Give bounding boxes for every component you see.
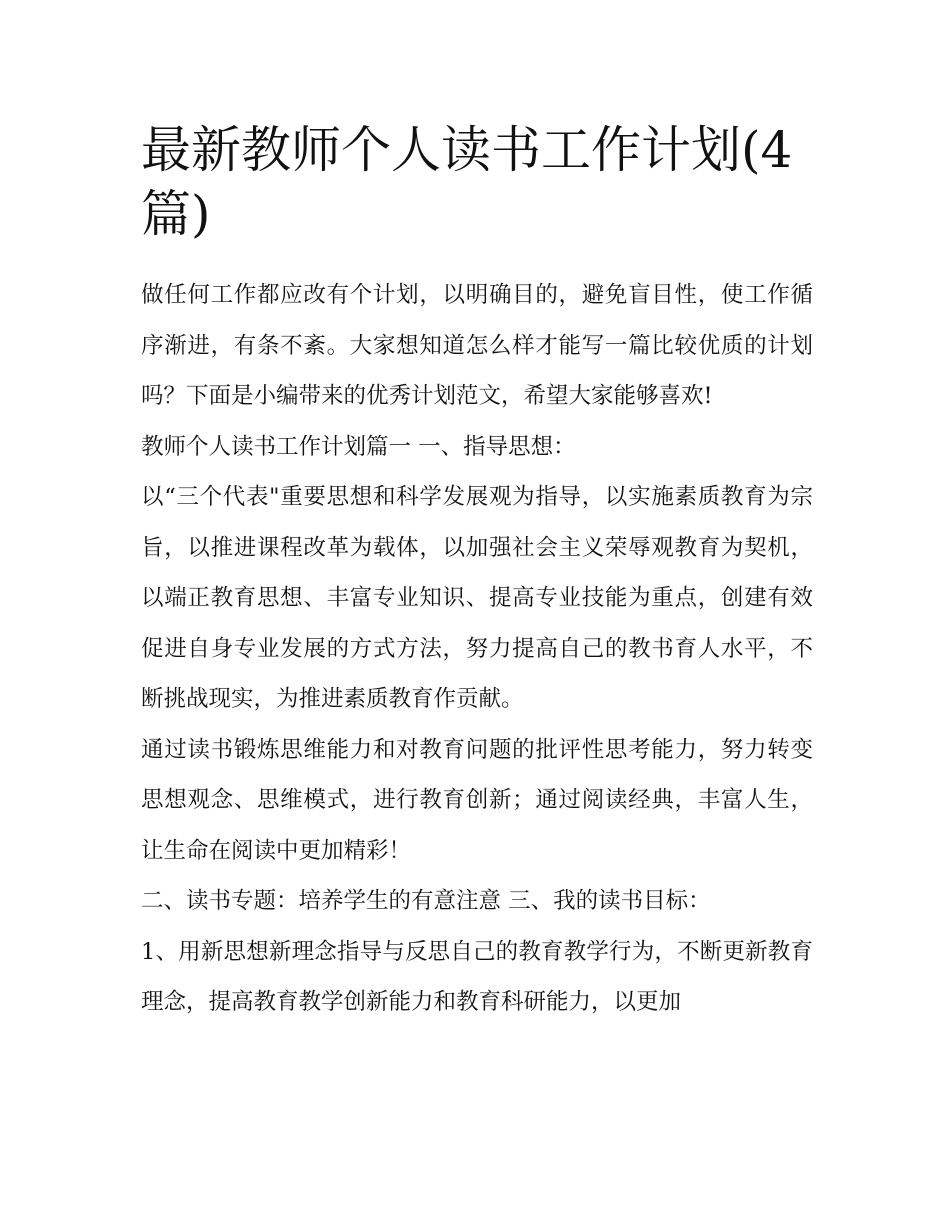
reading-purpose-paragraph: 通过读书锻炼思维能力和对教育问题的批评性思考能力，努力转变思想观念、思维模式，进行教育创新；通过阅读经典，丰富人生，让生命在阅读中更加精彩！ <box>141 736 813 864</box>
guiding-ideology-paragraph: 以“三个代表"重要思想和科学发展观为指导，以实施素质教育为宗旨，以推进课程改革为载体，以加强社会主义荣辱观教育为契机，以端正教育思想、丰富专业知识、提高专业技能为重点，创建有效促进自身专业发展的方式方法，努力提高自己的教书育人水平，不断挑战现实，为推进素质教育作贡献。 <box>141 484 813 712</box>
section-heading-guiding-ideology: 教师个人读书工作计划篇一 一、指导思想： <box>141 433 576 460</box>
intro-paragraph: 做任何工作都应改有个计划，以明确目的，避免盲目性，使工作循序渐进，有条不紊。大家想知道怎么样才能写一篇比较优质的计划吗？下面是小编带来的优秀计划范文，希望大家能够喜欢! <box>141 282 813 409</box>
goal-item-1-paragraph: 1、用新思想新理念指导与反思自己的教育教学行为，不断更新教育理念，提高教育教学创新能力和教育科研能力，以更加 <box>141 938 813 1015</box>
document-title: 最新教师个人读书工作计划(4篇) <box>141 121 793 243</box>
section-heading-reading-topic-and-goals: 二、读书专题：培养学生的有意注意 三、我的读书目标： <box>141 888 711 914</box>
document-page <box>141 118 813 1028</box>
